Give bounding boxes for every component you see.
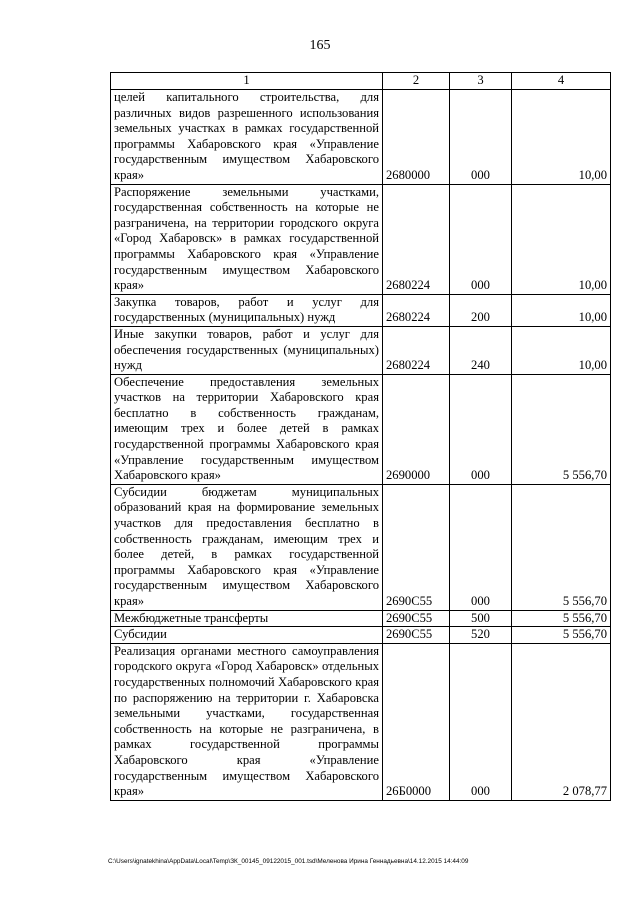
row-name: Обеспечение предоставления земельных участков на территории Хабаровского края бесплатно в собственность гражданам, имеющим трех и более детей в рамках государственной программы Хабаровского края «Управление государственным имуществом Хабаровского края» — [111, 374, 383, 484]
row-code: 2690С55 — [383, 484, 450, 610]
row-kind: 000 — [450, 90, 512, 185]
row-sum: 5 556,70 — [512, 627, 611, 644]
row-name: Субсидии бюджетам муниципальных образований края на формирование земельных участков для предоставления бесплатно в собственность гражданам, имеющим трех и более детей, в рамках государственной программы Хабаровского края «Управление государственным имуществом Хабаровского края» — [111, 484, 383, 610]
row-kind: 000 — [450, 374, 512, 484]
row-kind: 000 — [450, 484, 512, 610]
table-row — [111, 627, 611, 644]
budget-table — [110, 72, 611, 801]
table-row — [111, 610, 611, 627]
row-name: Реализация органами местного самоуправления городского округа «Город Хабаровск» отдельных государственных полномочий Хабаровского края по распоряжению на территории г. Хабаровска земельными участками, государственная собственность на которые не разграничена, в рамках государственной программы Хабаровского края «Управление государственным имуществом Хабаровского края» — [111, 643, 383, 800]
column-header-4: 4 — [512, 73, 611, 90]
row-code: 2680224 — [383, 184, 450, 294]
row-name: Закупка товаров, работ и услуг для государственных (муниципальных) нужд — [111, 294, 383, 326]
row-code: 2680224 — [383, 326, 450, 374]
row-name: Иные закупки товаров, работ и услуг для обеспечения государственных (муниципальных) нужд — [111, 326, 383, 374]
row-code: 2680224 — [383, 294, 450, 326]
row-sum: 10,00 — [512, 294, 611, 326]
row-name: Межбюджетные трансферты — [111, 610, 383, 627]
row-code: 2690000 — [383, 374, 450, 484]
table-header-row — [111, 73, 611, 90]
row-kind: 240 — [450, 326, 512, 374]
footer-file-path: C:\Users\ignatekhina\AppData\Local\Temp\ЗК_00145_09122015_001.tsd\Меленова Ирина Геннадьевна\14.12.2015 14:44:09 — [108, 858, 469, 865]
row-code: 2680000 — [383, 90, 450, 185]
row-sum: 5 556,70 — [512, 374, 611, 484]
table-row — [111, 184, 611, 294]
table-row — [111, 326, 611, 374]
table-row — [111, 294, 611, 326]
row-name: Субсидии — [111, 627, 383, 644]
row-name: целей капитального строительства, для различных видов разрешенного использования земельных участках в рамках государственной программы Хабаровского края «Управление государственным имуществом Хабаровского края» — [111, 90, 383, 185]
row-code: 26Б0000 — [383, 643, 450, 800]
row-code: 2690С55 — [383, 627, 450, 644]
row-name: Распоряжение земельными участками, государственная собственность на которые не разграничена, на территории городского округа «Город Хабаровск» в рамках государственной программы Хабаровского края «Управление государственным имуществом Хабаровского края» — [111, 184, 383, 294]
table-row — [111, 90, 611, 185]
column-header-3: 3 — [450, 73, 512, 90]
column-header-1: 1 — [111, 73, 383, 90]
row-kind: 520 — [450, 627, 512, 644]
row-sum: 10,00 — [512, 184, 611, 294]
table-row — [111, 643, 611, 800]
row-code: 2690С55 — [383, 610, 450, 627]
row-sum: 10,00 — [512, 90, 611, 185]
row-kind: 200 — [450, 294, 512, 326]
page-number: 165 — [309, 38, 331, 53]
row-kind: 000 — [450, 643, 512, 800]
row-kind: 000 — [450, 184, 512, 294]
row-sum: 10,00 — [512, 326, 611, 374]
row-sum: 2 078,77 — [512, 643, 611, 800]
row-sum: 5 556,70 — [512, 610, 611, 627]
column-header-2: 2 — [383, 73, 450, 90]
table-row — [111, 374, 611, 484]
row-sum: 5 556,70 — [512, 484, 611, 610]
table-row — [111, 484, 611, 610]
row-kind: 500 — [450, 610, 512, 627]
